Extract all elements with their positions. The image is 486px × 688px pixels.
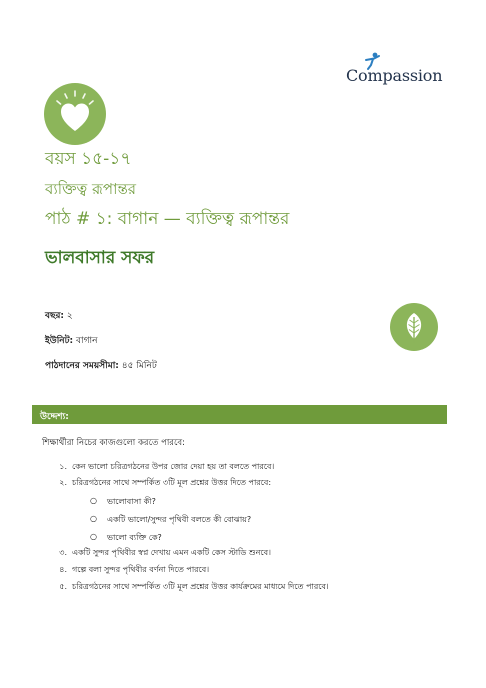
- objective-text: চরিত্রগঠনের সাথে সম্পর্কিত ৩টি মূল প্রশ্নের উত্তর দিতে পারবে:: [72, 478, 272, 487]
- journey-title: ভালবাসার সফর: [45, 248, 155, 268]
- time-label: পাঠদানের সময়সীমা:: [45, 361, 119, 371]
- objective-text: একটি সুন্দর পৃথিবীর স্বপ্ন দেখায় এমন একটি কেস স্টাডি শুনবে।: [72, 548, 271, 557]
- objectives-intro: শিক্ষার্থীরা নিচের কাজগুলো করতে পারবে:: [42, 438, 185, 448]
- objective-number: ৩.: [59, 548, 67, 557]
- subitem-text: একটি ভালো/সুন্দর পৃথিবী বলতে কী বোঝায়?: [107, 515, 252, 524]
- age-range: বয়স ১৫-১৭: [45, 149, 132, 169]
- year-label: বছর:: [45, 311, 65, 321]
- compassion-logo: [346, 52, 442, 88]
- time-value: ৪৫ মিনিট: [121, 361, 157, 371]
- objective-text: গল্পে বলা সুন্দর পৃথিবীর বর্ণনা দিতে পারবে।: [72, 565, 210, 574]
- unit-line: [45, 333, 98, 348]
- unit-label: ইউনিট:: [45, 336, 74, 346]
- logo-text: Compassion: [346, 66, 443, 85]
- objective-text: কেন ভালো চরিত্রগঠনের উপর জোর দেয়া হয় তা বলতে পারবে।: [72, 462, 275, 471]
- subtitle: ব্যক্তিত্ব রূপান্তর: [45, 180, 137, 198]
- leaf-badge-icon: [390, 303, 438, 351]
- year-value: ২: [66, 311, 73, 321]
- objective-number: ৫.: [59, 582, 67, 591]
- objectives-heading: উদ্দেশ্য:: [32, 405, 447, 424]
- circle-bullet-icon: ○: [90, 532, 97, 541]
- objective-number: ২.: [59, 478, 67, 487]
- time-line: [45, 358, 157, 373]
- circle-bullet-icon: ○: [90, 514, 97, 523]
- subitem-text: ভালো ব্যক্তি কে?: [107, 533, 162, 542]
- unit-value: বাগান: [76, 336, 98, 346]
- objective-number: ৪.: [59, 565, 67, 574]
- subitem-text: ভালোবাসা কী?: [107, 497, 156, 506]
- objective-text: চরিত্রগঠনের সাথে সম্পর্কিত ৩টি মূল প্রশ্নের উত্তর কার্যক্রমের মাধ্যমে দিতে পারবে।: [72, 582, 329, 591]
- lesson-title: পাঠ # ১: বাগান — ব্যক্তিত্ব রূপান্তর: [45, 209, 290, 229]
- objective-number: ১.: [59, 462, 67, 471]
- year-line: [45, 308, 73, 323]
- circle-bullet-icon: ○: [90, 496, 97, 505]
- heart-badge-icon: [44, 83, 106, 145]
